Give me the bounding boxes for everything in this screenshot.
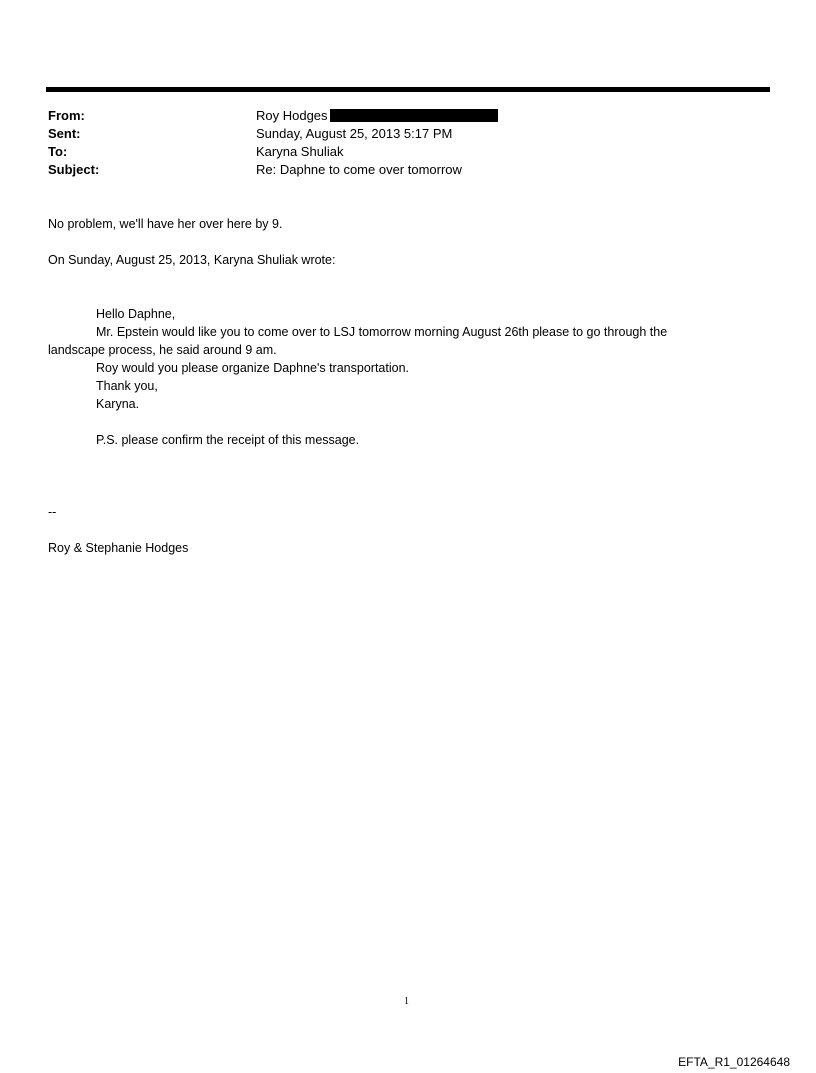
signature-separator: -- (48, 505, 57, 519)
redaction-box (330, 109, 498, 122)
subject-label: Subject: (48, 162, 100, 177)
page-number: 1 (404, 996, 409, 1007)
subject-value: Re: Daphne to come over tomorrow (256, 162, 462, 177)
to-value: Karyna Shuliak (256, 144, 344, 159)
subject-row (48, 161, 748, 179)
quote-intro: On Sunday, August 25, 2013, Karyna Shuliak wrote: (48, 253, 336, 267)
to-row (48, 143, 748, 161)
quoted-line-2: Roy would you please organize Daphne's transportation. (96, 361, 409, 375)
quoted-line-1-continued: landscape process, he said around 9 am. (48, 343, 277, 357)
header-divider-rule (46, 87, 770, 92)
quoted-line-1: Mr. Epstein would like you to come over to LSJ tomorrow morning August 26th please to go through the (96, 325, 668, 339)
quoted-name: Karyna. (96, 397, 140, 411)
quoted-thanks: Thank you, (96, 379, 158, 393)
quoted-greeting: Hello Daphne, (96, 307, 176, 321)
document-id: EFTA_R1_01264648 (678, 1055, 790, 1069)
sent-label: Sent: (48, 126, 81, 141)
sent-value: Sunday, August 25, 2013 5:17 PM (256, 126, 453, 141)
from-label: From: (48, 108, 85, 123)
from-row (48, 107, 748, 125)
sender-name: Roy Hodges (256, 108, 328, 123)
to-label: To: (48, 144, 68, 159)
from-value (256, 107, 498, 125)
quoted-ps: P.S. please confirm the receipt of this message. (96, 433, 360, 447)
sent-row (48, 125, 748, 143)
signature: Roy & Stephanie Hodges (48, 541, 189, 555)
reply-text: No problem, we'll have her over here by 9. (48, 217, 283, 231)
